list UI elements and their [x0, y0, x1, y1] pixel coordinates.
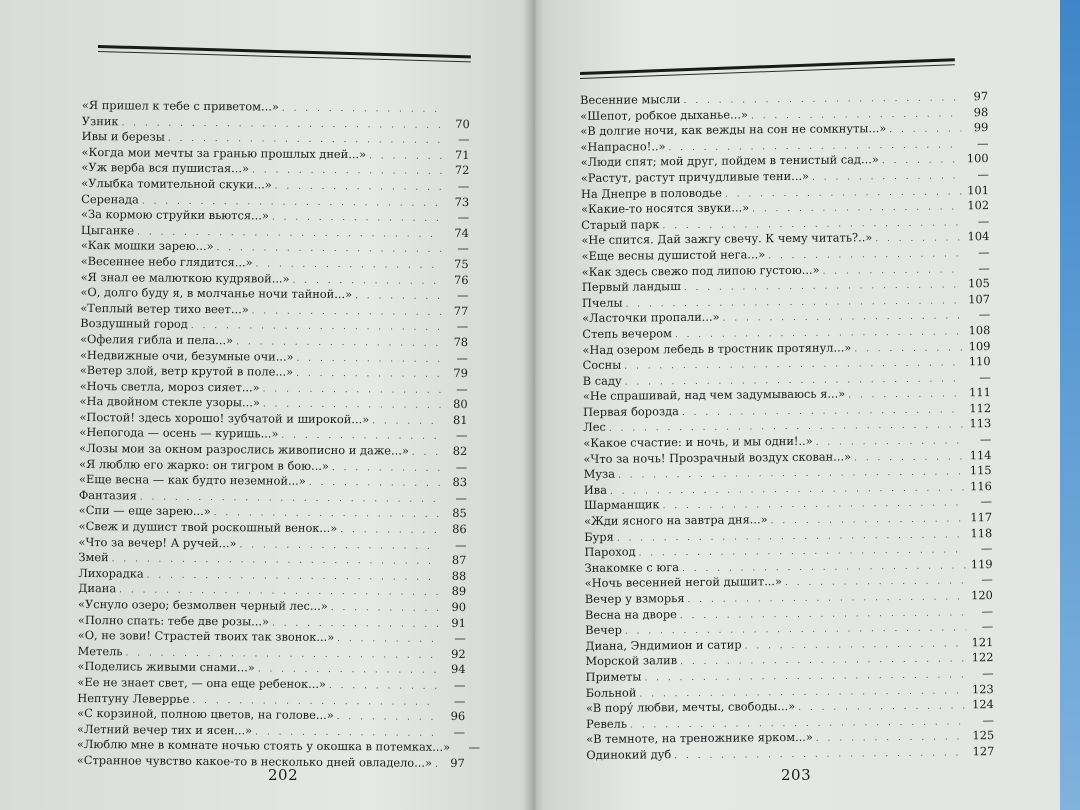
- toc-entry-page: 89: [451, 584, 467, 599]
- toc-entry-page: 85: [452, 506, 467, 521]
- toc-entry-page: 117: [970, 510, 993, 525]
- toc-entry: [581, 183, 989, 203]
- dot-leader: [854, 450, 965, 467]
- toc-entry-title: «О, не зови! Страстей твоих так звонок...»: [77, 628, 335, 645]
- toc-entry-page: 97: [973, 89, 989, 104]
- toc-entry-page: 125: [972, 728, 995, 743]
- toc-entry-title: «Ласточки пропали...»: [582, 309, 720, 326]
- toc-entry-page: —: [982, 666, 994, 681]
- toc-entry-title: «Поделись живыми снами...»: [77, 659, 255, 675]
- toc-entry-title: «Свеж и душист твой роскошный венок...»: [78, 519, 338, 536]
- toc-entry-title: Шарманщик: [583, 497, 660, 513]
- toc-entry-page: 111: [969, 385, 991, 400]
- toc-entry-page: 100: [966, 151, 989, 166]
- toc-entry-title: «Какое счастие: и ночь, и мы одни!..»: [583, 433, 813, 451]
- toc-entry-page: —: [457, 210, 470, 225]
- toc-entry: [580, 120, 988, 140]
- toc-entry-page: 92: [451, 646, 466, 661]
- toc-entry-page: 115: [969, 463, 992, 478]
- toc-entry: [581, 229, 989, 249]
- toc-entry-page: 123: [971, 681, 994, 696]
- toc-entry-title: Буря: [584, 529, 614, 544]
- dot-leader: [798, 699, 967, 716]
- toc-entry: [582, 339, 990, 359]
- toc-entry-title: Цыганке: [80, 222, 135, 238]
- toc-entry-title: На Днепре в половодье: [580, 185, 723, 201]
- toc-entry-title: «Напрасно!..»: [580, 138, 666, 154]
- dot-leader: [372, 414, 440, 430]
- dot-leader: [309, 476, 440, 493]
- dot-leader: [296, 367, 441, 384]
- dot-leader: [812, 169, 962, 186]
- dot-leader: [329, 679, 439, 695]
- toc-entry-title: «В темноте, на треножнике ярком...»: [586, 730, 813, 747]
- toc-entry-title: «Полно спать: тебе две розы...»: [77, 612, 270, 629]
- toc-entry-page: 83: [452, 475, 468, 490]
- toc-entry-title: «Я люблю его жарко: он тигром в бою...»: [79, 456, 330, 473]
- dot-leader: [875, 232, 962, 248]
- toc-entry: [586, 744, 994, 764]
- toc-entry-title: «Люблю мне в комнате ночью стоять у окошка в потемках...»: [76, 737, 451, 755]
- toc-entry-page: 81: [452, 412, 468, 427]
- toc-entry-page: 121: [971, 634, 994, 650]
- toc-entry-title: «Как здесь свежо под липою густою...»: [581, 262, 820, 279]
- toc-entry-page: 119: [970, 556, 993, 572]
- dot-leader: [263, 382, 441, 399]
- toc-entry-title: «Еще весны душистой нега...»: [581, 247, 766, 263]
- toc-entry-page: —: [455, 490, 467, 505]
- toc-entry-page: —: [980, 541, 993, 556]
- toc-entry-page: 124: [972, 697, 994, 712]
- toc-entry-page: 73: [454, 194, 470, 209]
- toc-entry-title: «Как мошки зарею...»: [80, 238, 214, 254]
- toc-entry-page: —: [468, 740, 481, 755]
- toc-entry: [580, 89, 988, 109]
- toc-entry-page: 107: [968, 291, 991, 307]
- toc-entry-page: 74: [454, 225, 470, 240]
- toc-entry-page: 98: [973, 104, 989, 119]
- left-page-number: 202: [268, 766, 299, 784]
- dot-leader: [848, 388, 964, 405]
- toc-entry-page: —: [977, 213, 990, 228]
- dot-leader: [854, 341, 963, 358]
- toc-entry: [582, 276, 990, 296]
- right-page-number: 203: [781, 766, 812, 784]
- toc-entry-title: Одинокий дуб: [586, 747, 672, 762]
- toc-entry-page: 118: [970, 525, 993, 540]
- toc-entry-title: «Уснуло озеро; безмолвен черный лес...»: [77, 596, 328, 613]
- toc-entry-title: Фантазия: [78, 487, 137, 503]
- toc-entry-page: —: [456, 381, 468, 396]
- toc-entry-title: «Что за ночь! Прозрачный воздух скован...»: [583, 449, 852, 466]
- toc-entry-title: «Когда мои мечты за гранью прошлых дней...»: [81, 144, 367, 162]
- toc-entry-title: «Еще весна — как будто неземной...»: [78, 472, 306, 489]
- toc-entry-title: «Ее не знает свет, — она еще ребенок...»: [77, 674, 326, 691]
- toc-entry-page: —: [453, 693, 466, 708]
- toc-entry-title: «Летний вечер тих и ясен...»: [76, 721, 253, 738]
- toc-entry-title: «Весеннее небо глядится...»: [80, 253, 253, 270]
- toc-entry: [82, 98, 470, 117]
- toc-entry-title: Первый ландыш: [581, 279, 681, 295]
- toc-entry-title: Пароход: [584, 544, 636, 560]
- toc-entry-title: Морской залив: [585, 653, 678, 669]
- toc-entry-page: 75: [454, 256, 469, 271]
- toc-entry-page: 78: [453, 334, 469, 349]
- toc-entry-page: 97: [450, 755, 465, 770]
- toc-entry-title: Степь вечером: [582, 326, 672, 341]
- dot-leader: [355, 289, 441, 305]
- toc-entry-page: —: [978, 260, 990, 275]
- dot-leader: [275, 179, 443, 196]
- dot-leader: [674, 746, 967, 764]
- toc-entry-page: 76: [454, 272, 469, 287]
- toc-entry-title: «Ночь весенней негой дышит...»: [584, 574, 783, 591]
- book-spine-gutter: [523, 0, 545, 810]
- toc-entry-page: 71: [455, 147, 470, 162]
- toc-entry-title: «Я знал ее малюткою кудрявой...»: [80, 269, 290, 286]
- toc-entry-page: —: [977, 167, 989, 182]
- toc-entry-page: 109: [968, 338, 991, 353]
- toc-entry-page: 113: [969, 416, 992, 431]
- toc-entry-title: «Офелия гибла и пела...»: [80, 331, 234, 348]
- toc-entry-page: 70: [455, 116, 470, 131]
- dot-leader: [252, 164, 443, 181]
- toc-entry-page: —: [977, 135, 989, 150]
- toc-entry-page: 102: [967, 198, 990, 213]
- toc-entry-page: 96: [450, 709, 466, 724]
- toc-entry-page: 77: [453, 303, 469, 318]
- toc-entry-title: Знакомке с юга: [584, 559, 680, 575]
- toc-entry-page: —: [453, 677, 466, 692]
- toc-entry-title: Сосны: [582, 357, 622, 373]
- toc-entry-page: —: [979, 432, 992, 447]
- toc-entry-page: —: [457, 288, 469, 303]
- toc-entry-page: 79: [453, 366, 468, 381]
- toc-entry-page: —: [458, 132, 470, 147]
- toc-entry-title: «За кормою струйки вьются...»: [81, 207, 269, 223]
- toc-entry-page: 101: [967, 182, 990, 197]
- toc-entry-title: «Шепот, робкое дыханье...»: [580, 106, 748, 123]
- toc-entry-page: —: [456, 319, 469, 334]
- toc-entry-title: «В долгие ночи, как вежды на сон не сомкнуты...»: [580, 121, 887, 139]
- dot-leader: [331, 601, 439, 617]
- toc-entry-page: 122: [971, 650, 994, 665]
- toc-entry-page: —: [457, 178, 470, 194]
- toc-entry-title: «Я пришел к тебе с приветом...»: [81, 98, 279, 114]
- toc-entry-page: 127: [972, 743, 995, 759]
- toc-entry-title: Лихорадка: [78, 565, 144, 581]
- right-toc-list: [580, 89, 994, 763]
- toc-entry-title: «Улыбка томительной скуки...»: [81, 175, 272, 192]
- toc-entry-page: 87: [451, 553, 467, 568]
- toc-entry-page: —: [982, 712, 995, 727]
- toc-entry-title: В саду: [582, 373, 622, 388]
- toc-entry-page: —: [456, 350, 469, 365]
- toc-entry-title: Воздушный город: [80, 316, 188, 332]
- toc-entry-page: 94: [450, 662, 466, 677]
- toc-entry-title: «Недвижные очи, безумные очи...»: [79, 347, 294, 364]
- dot-leader: [369, 149, 443, 165]
- toc-entry-title: Больной: [585, 685, 637, 700]
- toc-entry-title: «Растут, растут причудливые тени...»: [580, 168, 810, 185]
- toc-entry-title: Метель: [77, 643, 123, 659]
- toc-entry-title: Ива: [583, 482, 608, 497]
- toc-entry-title: «Теплый ветер тихо веет...»: [80, 300, 249, 317]
- toc-entry-title: Приметы: [585, 669, 642, 684]
- toc-entry-page: 120: [971, 588, 993, 603]
- toc-entry-page: 105: [968, 276, 990, 291]
- toc-entry-title: «Непогода — осень — куришь...»: [79, 425, 279, 442]
- toc-entry-page: —: [980, 494, 993, 509]
- toc-entry-title: Диана: [78, 581, 117, 596]
- dot-leader: [412, 446, 441, 462]
- dot-leader: [296, 351, 441, 368]
- toc-entry-page: 116: [969, 478, 992, 494]
- dot-leader: [882, 154, 962, 170]
- toc-entry-page: —: [978, 245, 990, 260]
- toc-entry-title: Змей: [78, 550, 109, 565]
- dot-leader: [272, 211, 442, 228]
- toc-entry-page: 110: [968, 354, 991, 369]
- toc-entry-title: «Жди ясного на завтра дня...»: [584, 512, 768, 529]
- toc-entry-page: —: [453, 724, 466, 739]
- toc-entry-title: «Ветер злой, ветр крутой в поле...»: [79, 363, 294, 379]
- toc-entry-title: «Лозы мои за окном разрослись живописно и даже...»: [79, 441, 409, 458]
- dot-leader: [239, 538, 439, 555]
- dot-leader: [337, 710, 439, 726]
- toc-entry-page: —: [978, 307, 991, 322]
- toc-entry-title: Старый парк: [581, 216, 660, 232]
- toc-entry-title: «Спи — еще зарею...»: [78, 503, 211, 519]
- dot-leader: [816, 731, 967, 748]
- toc-entry-title: Ивы и березы: [81, 129, 165, 144]
- toc-entry-title: «В пору́ любви, мечты, свободы...»: [585, 699, 796, 716]
- dot-leader: [889, 123, 961, 139]
- toc-entry-page: —: [455, 428, 468, 443]
- toc-entry: [586, 728, 994, 748]
- toc-entry-title: Вечер: [585, 622, 622, 638]
- toc-entry-page: —: [981, 572, 993, 587]
- toc-entry: [583, 448, 991, 468]
- toc-entry-page: 114: [969, 447, 992, 462]
- toc-entry: [581, 167, 989, 187]
- dot-leader: [771, 512, 966, 529]
- toc-entry-page: —: [979, 369, 991, 384]
- dot-leader: [340, 523, 439, 539]
- toc-entry-page: 99: [973, 120, 989, 135]
- toc-entry-title: Нептуну Леверрье: [77, 690, 190, 706]
- toc-entry: [586, 697, 994, 717]
- toc-entry-title: Весенние мысли: [580, 92, 681, 107]
- toc-entry-title: Диана, Эндимион и сатир: [585, 637, 742, 653]
- toc-entry-title: «Ночь светла, мороз сияет...»: [79, 378, 260, 395]
- toc-entry-title: «Люди спят; мой друг, пойдем в тенистый сад...»: [580, 152, 879, 170]
- toc-entry-title: «Странное чувство какое-то в несколько дней овладело...»: [76, 752, 433, 770]
- toc-entry-title: «Над озером лебедь в тростник протянул...»: [582, 339, 852, 357]
- toc-entry: [583, 401, 991, 421]
- toc-entry-page: 80: [453, 397, 468, 412]
- toc-entry-title: Пчелы: [581, 295, 623, 310]
- toc-entry-page: —: [454, 631, 466, 646]
- toc-entry-page: 82: [452, 443, 468, 459]
- dot-leader: [435, 758, 438, 774]
- toc-entry-page: 91: [451, 615, 466, 630]
- toc-entry-title: «На двойном стекле узоры...»: [79, 394, 260, 410]
- dot-leader: [785, 575, 966, 592]
- dot-leader: [337, 632, 439, 648]
- toc-entry-title: «Не спрашивай, над чем задумываюсь я...»: [582, 386, 846, 404]
- toc-entry-page: 90: [451, 599, 467, 615]
- toc-entry-title: «Постой! здесь хорошо! зубчатой и широкой...»: [79, 409, 370, 427]
- dot-leader: [282, 102, 443, 119]
- dot-leader: [822, 263, 962, 280]
- toc-entry-title: «О, долго буду я, в молчанье ночи тайной...»: [80, 285, 353, 302]
- toc-entry-page: 72: [454, 163, 470, 178]
- toc-entry: [582, 261, 990, 281]
- toc-entry-title: «Уж верба вся пушистая...»: [81, 160, 250, 176]
- toc-entry-title: Вечер у взморья: [584, 591, 685, 606]
- toc-entry-page: 112: [969, 400, 992, 416]
- left-toc-list: [76, 98, 481, 772]
- toc-entry-page: 88: [451, 568, 467, 583]
- toc-entry-title: Серенада: [81, 191, 139, 207]
- dot-leader: [252, 304, 442, 321]
- toc-entry-title: Весна на дворе: [584, 606, 677, 622]
- toc-entry-title: «Какие-то носятся звуки...»: [581, 200, 750, 217]
- toc-entry-page: 108: [968, 322, 991, 338]
- toc-entry-title: Муза: [583, 466, 616, 482]
- toc-entry-page: —: [455, 459, 468, 474]
- left-page: [0, 0, 533, 810]
- toc-entry-title: «Не спится. Дай зажгу свечу. К чему читать?..»: [581, 230, 873, 248]
- toc-entry-page: —: [981, 619, 994, 634]
- toc-entry-title: Узник: [81, 113, 119, 128]
- toc-entry-page: —: [457, 241, 469, 256]
- toc-entry-title: «Что за вечер! А ручей...»: [78, 534, 237, 550]
- toc-entry-page: 104: [967, 229, 990, 244]
- toc-entry-title: «С корзиной, полною цветов, на голове...»: [77, 706, 334, 723]
- dot-leader: [332, 461, 440, 477]
- toc-entry-page: —: [981, 603, 994, 618]
- toc-entry: [583, 385, 991, 405]
- toc-entry-title: Ревель: [585, 716, 628, 731]
- toc-entry-page: 86: [452, 521, 467, 537]
- toc-entry-title: Лес: [583, 420, 606, 435]
- toc-entry-title: Первая борозда: [582, 403, 679, 419]
- toc-entry-page: —: [455, 537, 467, 552]
